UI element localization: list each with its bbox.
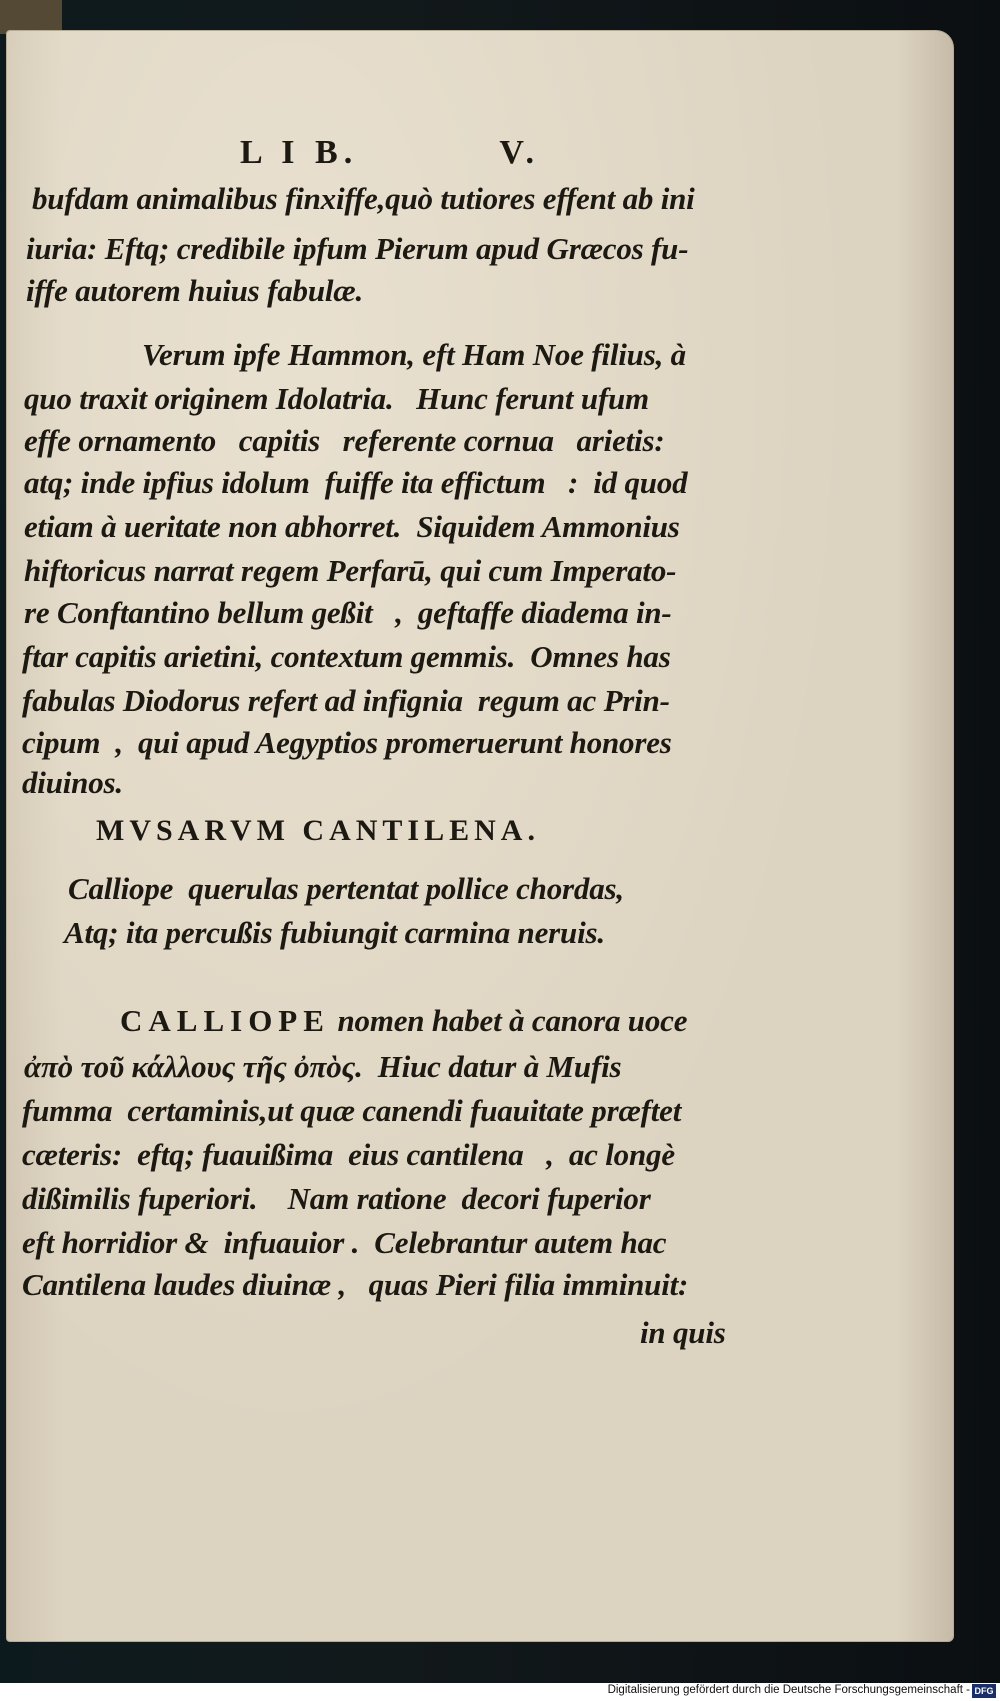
text-line: dißimilis fuperiori. Nam ratione decori fuperior [22, 1181, 651, 1216]
text-line: diuinos. [22, 765, 123, 800]
dfg-logo: DFG [972, 1684, 996, 1698]
text-line: Cantilena laudes diuinæ , quas Pieri filia imminuit: [22, 1267, 689, 1302]
text-line: iuria: Eftq; credibile ipfum Pierum apud Græcos fu- [26, 231, 689, 266]
catchword: in quis [640, 1315, 726, 1350]
text-line: iffe autorem huius fabulæ. [26, 273, 364, 308]
text-line: fabulas Diodorus refert ad infignia regum ac Prin- [22, 683, 670, 718]
running-head [240, 134, 540, 172]
text-line: ἀπὸ τοῦ κάλλους τῆς ὀπὸς. Hiuc datur à Mufis [24, 1049, 622, 1084]
text-line: effe ornamento capitis referente cornua arietis: [24, 423, 665, 458]
text-line: cæteris: eftq; fuauißima eius cantilena , ac longè [22, 1137, 675, 1172]
text-line: bufdam animalibus finxiffe,quò tutiores effent ab ini [32, 181, 695, 216]
text-line [120, 1000, 687, 1042]
running-head-book: L I B. [240, 134, 359, 171]
text-line: cipum , qui apud Aegyptios promeruerunt honores [22, 725, 672, 760]
book-edge-tab [0, 0, 62, 34]
footer-bar [0, 1683, 1000, 1701]
section-heading: MVSARVM CANTILENA. [96, 814, 540, 847]
verse-line: Calliope querulas pertentat pollice chordas, [68, 871, 624, 906]
initial-word: CALLIOPE [120, 1003, 330, 1038]
running-head-number: V. [499, 134, 540, 171]
text-line: ftar capitis arietini, contextum gemmis. Omnes has [22, 639, 671, 674]
text-line: eft horridior & infuauior . Celebrantur autem hac [22, 1225, 667, 1260]
text-line: quo traxit originem Idolatria. Hunc ferunt ufum [24, 381, 649, 416]
text-line: Verum ipfe Hammon, eft Ham Noe filius, à [142, 337, 686, 372]
text-line: re Conftantino bellum geßit , geftaffe diadema in- [24, 595, 672, 630]
text-line-rest: nomen habet à canora uoce [329, 1003, 688, 1038]
text-line: fumma certaminis,ut quæ canendi fuauitate præftet [22, 1093, 682, 1128]
text-line: hiftoricus narrat regem Perfarū, qui cum Imperato- [24, 553, 677, 588]
verse-line: Atq; ita percußis fubiungit carmina neruis. [64, 915, 605, 950]
text-line: etiam à ueritate non abhorret. Siquidem Ammonius [24, 509, 680, 544]
funding-credit: Digitalisierung gefördert durch die Deutsche Forschungsgemeinschaft - [607, 1684, 970, 1696]
text-line: atq; inde ipfius idolum fuiffe ita effictum : id quod [24, 465, 688, 500]
